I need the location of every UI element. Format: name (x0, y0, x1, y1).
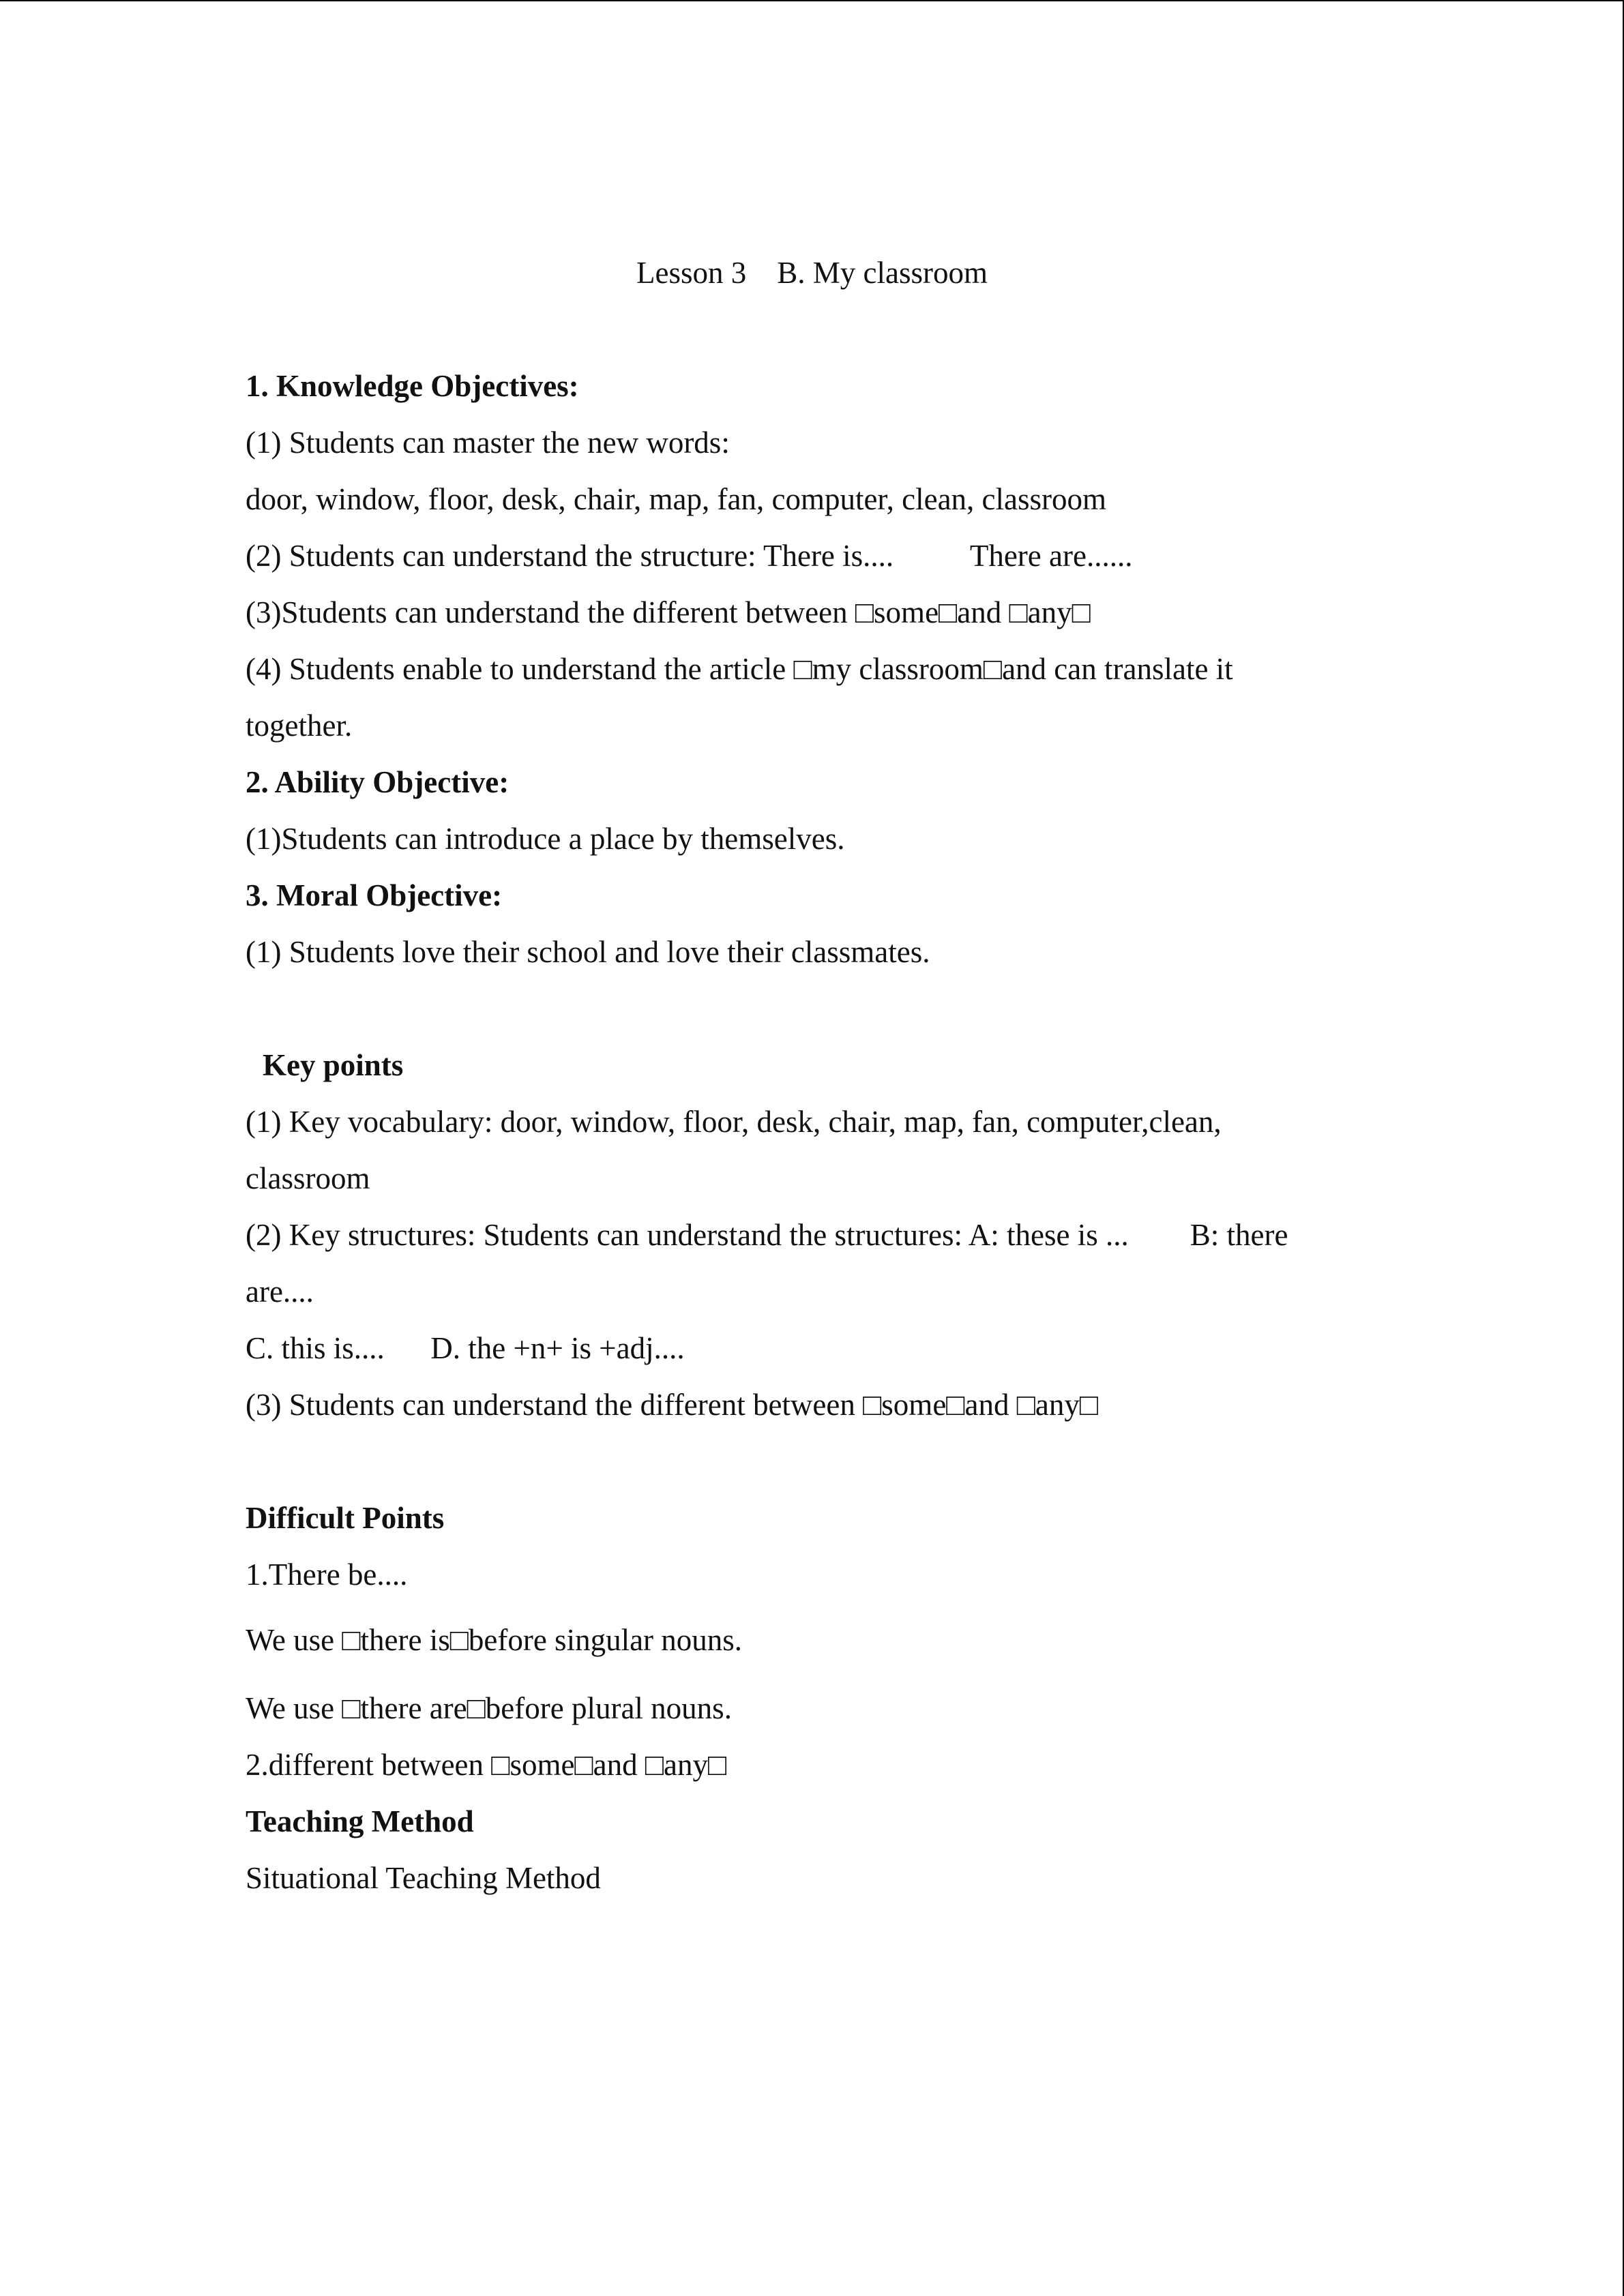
key-points-item-1-continued: classroom (246, 1161, 370, 1195)
knowledge-new-words: door, window, floor, desk, chair, map, fan, computer, clean, classroom (246, 482, 1106, 516)
difficult-item-1: 1.There be.... (246, 1557, 408, 1592)
moral-objective-heading: 3. Moral Objective: (246, 878, 503, 912)
difficult-item-2: 2.different between □some□and □any□ (246, 1748, 727, 1782)
key-points-item-2: (2) Key structures: Students can understand the structures: A: these is ... B: there (246, 1218, 1288, 1252)
ability-objective-heading: 2. Ability Objective: (246, 765, 510, 799)
knowledge-objectives-heading: 1. Knowledge Objectives: (246, 369, 579, 403)
ability-item-1: (1)Students can introduce a place by themselves. (246, 822, 845, 856)
difficult-rule-plural: We use □there are□before plural nouns. (246, 1691, 732, 1725)
lesson-title: Lesson 3 B. My classroom (636, 256, 988, 290)
knowledge-item-4-continued: together. (246, 709, 353, 743)
moral-item-1: (1) Students love their school and love their classmates. (246, 935, 930, 969)
teaching-method-item: Situational Teaching Method (246, 1861, 601, 1895)
knowledge-item-2: (2) Students can understand the structure: There is.... There are...... (246, 539, 1133, 573)
knowledge-item-4: (4) Students enable to understand the article □my classroom□and can translate it (246, 652, 1233, 686)
key-points-item-3: (3) Students can understand the different between □some□and □any□ (246, 1388, 1099, 1422)
difficult-points-heading: Difficult Points (246, 1501, 445, 1535)
key-points-item-2-continued: are.... (246, 1274, 314, 1309)
teaching-method-heading: Teaching Method (246, 1804, 474, 1838)
key-points-item-2-structures: C. this is.... D. the +n+ is +adj.... (246, 1331, 685, 1365)
key-points-heading: Key points (263, 1048, 404, 1082)
knowledge-item-1: (1) Students can master the new words: (246, 426, 730, 460)
key-points-item-1: (1) Key vocabulary: door, window, floor, desk, chair, map, fan, computer,clean, (246, 1105, 1222, 1139)
difficult-rule-singular: We use □there is□before singular nouns. (246, 1623, 743, 1657)
knowledge-item-3: (3)Students can understand the different between □some□and □any□ (246, 595, 1091, 629)
